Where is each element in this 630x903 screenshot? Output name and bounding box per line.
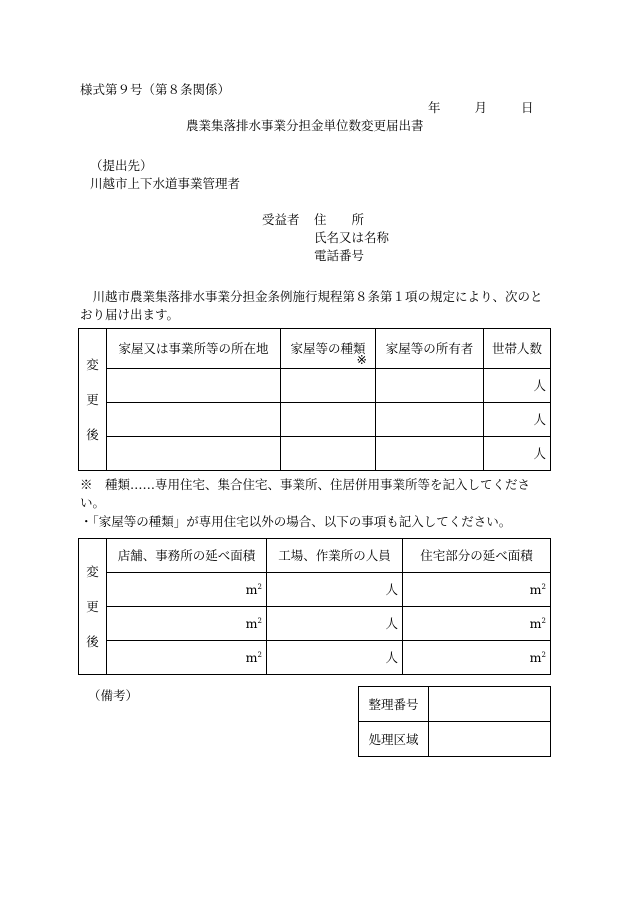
store-area-cell[interactable]: $m^2$ xyxy=(107,641,267,675)
applicant-address: 住 所 xyxy=(314,212,365,227)
staff-cell[interactable]: 人 xyxy=(267,573,403,607)
page-title: 農業集落排水事業分担金単位数変更届出書 xyxy=(186,118,424,133)
owner-cell[interactable] xyxy=(376,437,484,471)
location-cell[interactable] xyxy=(107,437,281,471)
household-cell[interactable]: 人 xyxy=(484,403,551,437)
change-table xyxy=(78,328,551,471)
header-location: 家屋又は事業所等の所在地 xyxy=(107,329,281,369)
note-mark: ※ xyxy=(356,352,367,367)
date-day: 日 xyxy=(520,100,534,115)
store-area-cell[interactable]: $m^2$ xyxy=(107,607,267,641)
header-store-office-area: 店舗、事務所の延べ面積 xyxy=(107,539,267,573)
residence-area-cell[interactable]: $m^2$ xyxy=(403,607,551,641)
header-residence-area: 住宅部分の延べ面積 xyxy=(403,539,551,573)
residence-area-cell[interactable]: $m^2$ xyxy=(403,573,551,607)
owner-cell[interactable] xyxy=(376,369,484,403)
processing-area-label: 処理区域 xyxy=(359,722,429,757)
reference-number-label: 整理番号 xyxy=(359,687,429,722)
location-cell[interactable] xyxy=(107,403,281,437)
table-row xyxy=(79,607,551,641)
owner-cell[interactable] xyxy=(376,403,484,437)
header-building-type: 家屋等の種類 ※ xyxy=(281,329,376,369)
household-cell[interactable]: 人 xyxy=(484,437,551,471)
header-owner: 家屋等の所有者 xyxy=(376,329,484,369)
area-table xyxy=(78,538,551,675)
note-other-than-house: ・「家屋等の種類」が専用住宅以外の場合、以下の事項も記入してください。 xyxy=(80,514,512,529)
date-line xyxy=(428,100,533,115)
header-household-count: 世帯人数 xyxy=(484,329,551,369)
table-row xyxy=(79,403,551,437)
intro-text: 川越市農業集落排水事業分担金条例施行規程第８条第１項の規定により、次のとおり届け出ます。 xyxy=(80,289,543,322)
date-year: 年 xyxy=(428,100,441,115)
office-use-table xyxy=(358,686,551,757)
change-table-side-label: 変 更 後 xyxy=(79,329,107,471)
location-cell[interactable] xyxy=(107,369,281,403)
type-cell[interactable] xyxy=(281,369,376,403)
household-cell[interactable]: 人 xyxy=(484,369,551,403)
table-row xyxy=(79,369,551,403)
processing-area-cell[interactable] xyxy=(429,722,551,757)
table-row xyxy=(79,437,551,471)
applicant-name: 氏名又は名称 xyxy=(314,230,390,245)
store-area-cell[interactable]: $m^2$ xyxy=(107,573,267,607)
note-type: ※ 種類……専用住宅、集合住宅、事業所、住居併用事業所等を記入してください。 xyxy=(80,477,531,510)
header-factory-staff: 工場、作業所の人員 xyxy=(267,539,403,573)
recipient-label: （提出先） xyxy=(90,158,153,173)
table-row xyxy=(79,641,551,675)
remarks-label: （備考） xyxy=(88,688,139,703)
staff-cell[interactable]: 人 xyxy=(267,607,403,641)
type-cell[interactable] xyxy=(281,437,376,471)
staff-cell[interactable]: 人 xyxy=(267,641,403,675)
date-month: 月 xyxy=(474,100,487,115)
table-row xyxy=(79,573,551,607)
applicant-label: 受益者 xyxy=(262,212,300,227)
reference-number-cell[interactable] xyxy=(429,687,551,722)
type-cell[interactable] xyxy=(281,403,376,437)
residence-area-cell[interactable]: $m^2$ xyxy=(403,641,551,675)
applicant-phone: 電話番号 xyxy=(314,248,365,263)
area-table-side-label: 変 更 後 xyxy=(79,539,107,675)
recipient-name: 川越市上下水道事業管理者 xyxy=(90,176,241,191)
form-number: 様式第９号（第８条関係） xyxy=(80,82,231,97)
